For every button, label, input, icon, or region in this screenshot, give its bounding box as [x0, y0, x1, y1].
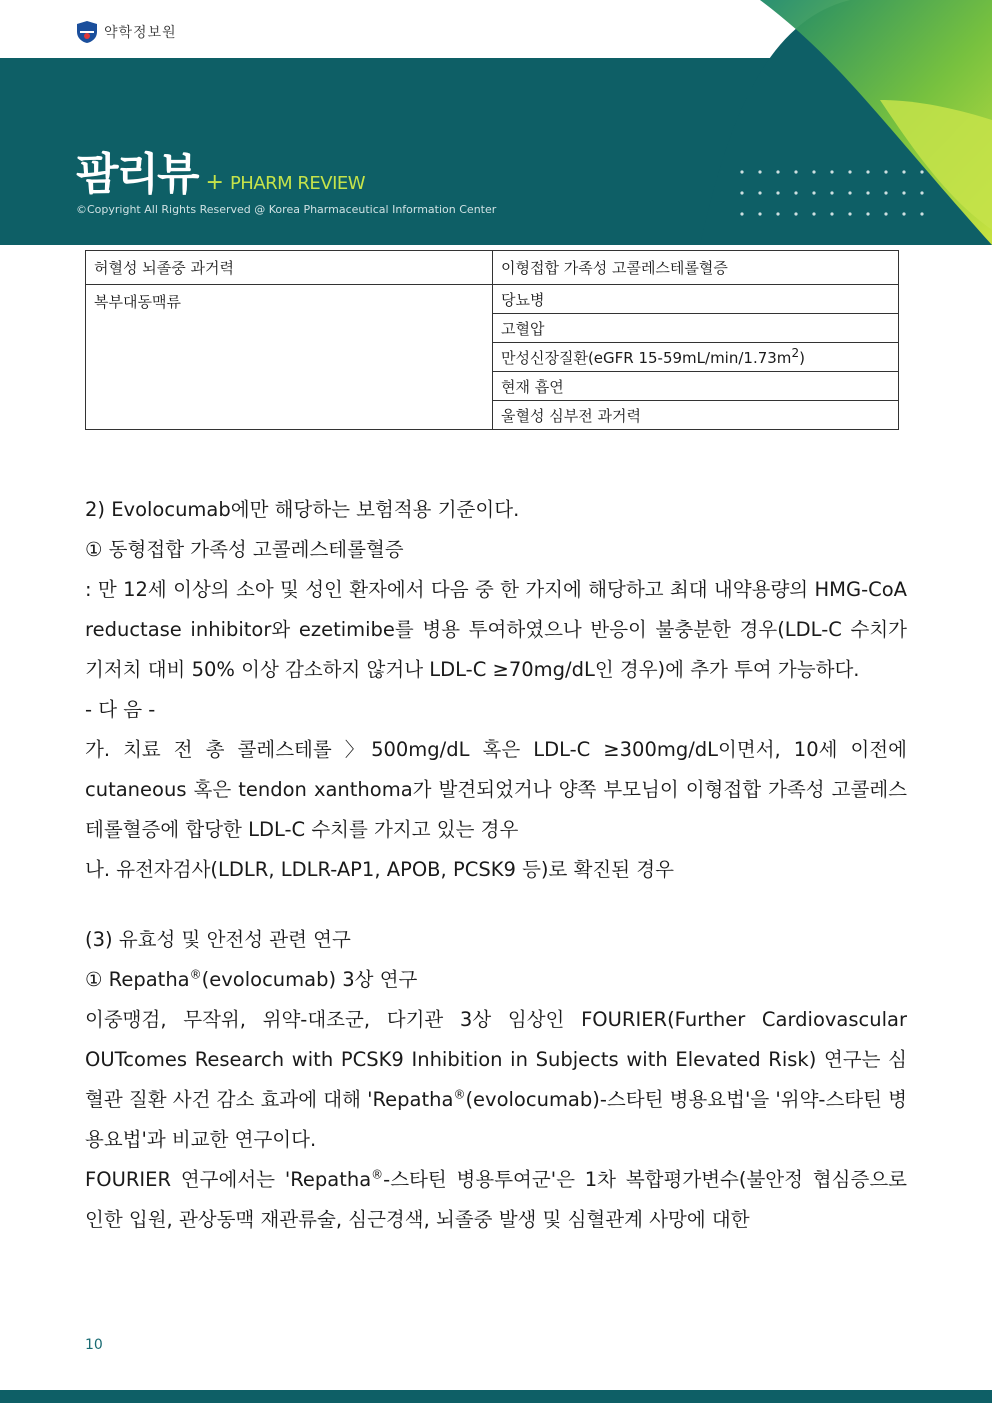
- brand-subtitle: PHARM REVIEW: [229, 173, 366, 194]
- footer-bar: [0, 1390, 992, 1403]
- table-cell: 복부대동맥류: [86, 285, 493, 430]
- ckd-close: ): [799, 348, 805, 367]
- table-row: [86, 285, 899, 314]
- table-cell: 울혈성 심부전 과거력: [493, 401, 899, 430]
- text-fragment: 이중맹검, 무작위, 위약-대조군, 다기관 3상 임상인 FOURIER(Further Cardiovascular OUTcomes Research with PCSK9 Inhibition in Subjects with Elevated Risk) 연구는 심혈관 질환 사건 감소 효과에 대해 'Repatha: [85, 1008, 907, 1111]
- page-number: 10: [85, 1337, 103, 1353]
- table-cell: 현재 흡연: [493, 372, 899, 401]
- paragraph: : 만 12세 이상의 소아 및 성인 환자에서 다음 중 한 가지에 해당하고 최대 내약용량의 HMG-CoA reductase inhibitor와 ezetimibe를 병용 투여하였으나 반응이 불충분한 경우(LDL-C 수치가 기저치 대비 50% 이상 감소하지 않거나 LDL-C ≥70mg/dL인 경우)에 추가 투여 가능하다.: [85, 578, 907, 681]
- section-heading: 2) Evolocumab에만 해당하는 보험적용 기준이다.: [85, 498, 520, 521]
- document-body: [85, 490, 907, 1240]
- subsection-heading: ① 동형접합 가족성 고콜레스테롤혈증: [85, 538, 404, 561]
- list-heading: - 다 음 -: [85, 698, 156, 721]
- list-item: 나. 유전자검사(LDLR, LDLR-AP1, APOB, PCSK9 등)로 확진된 경우: [85, 858, 674, 881]
- spacer: [85, 890, 907, 920]
- section-heading: (3) 유효성 및 안전성 관련 연구: [85, 928, 351, 951]
- risk-criteria-table: [85, 250, 899, 430]
- org-logo: [76, 20, 177, 44]
- table-cell: 고혈압: [493, 314, 899, 343]
- registered-mark: ®: [453, 1087, 466, 1102]
- text-fragment: (evolocumab)-스타틴 병용요법'을 '위약-스타틴 병용요법'과 비교한 연구이다.: [85, 1088, 907, 1151]
- subsection-heading: [85, 960, 907, 1000]
- registered-mark: ®: [189, 967, 202, 982]
- superscript: 2: [791, 345, 800, 360]
- brand-plus: +: [205, 170, 224, 195]
- brand-title: 팜리뷰: [76, 149, 198, 200]
- publication-brand: [76, 138, 365, 202]
- text-fragment: -스타틴 병용투여군'은 1차 복합평가변수(불안정 협심증으로 인한 입원, 관상동맥 재관류술, 심근경색, 뇌졸중 발생 및 심혈관계 사망에 대한: [85, 1168, 907, 1231]
- table-cell: 이형접합 가족성 고콜레스테롤혈증: [493, 251, 899, 285]
- page-header: [0, 0, 992, 245]
- table-cell: 허혈성 뇌졸중 과거력: [86, 251, 493, 285]
- list-item: 가. 치료 전 총 콜레스테롤 〉500mg/dL 혹은 LDL-C ≥300mg/dL이면서, 10세 이전에 cutaneous 혹은 tendon xanthoma가 발견되었거나 양쪽 부모님이 이형접합 가족성 고콜레스테롤혈증에 합당한 LDL-C 수치를 가지고 있는 경우: [85, 738, 907, 841]
- registered-mark: ®: [371, 1167, 384, 1182]
- table-row: [86, 251, 899, 285]
- org-name: 약학정보원: [104, 25, 177, 41]
- table-cell: [493, 343, 899, 372]
- paragraph: [85, 1160, 907, 1240]
- paragraph: [85, 1000, 907, 1160]
- text-fragment: FOURIER 연구에서는 'Repatha: [85, 1168, 372, 1191]
- copyright-notice: ©Copyright All Rights Reserved @ Korea Pharmaceutical Information Center: [76, 203, 497, 216]
- text-fragment: ① Repatha: [85, 968, 190, 991]
- table-cell: 당뇨병: [493, 285, 899, 314]
- shield-emblem-icon: [76, 20, 98, 44]
- ckd-text: 만성신장질환(eGFR 15-59mL/min/1.73m: [501, 348, 792, 367]
- text-fragment: (evolocumab) 3상 연구: [201, 968, 418, 991]
